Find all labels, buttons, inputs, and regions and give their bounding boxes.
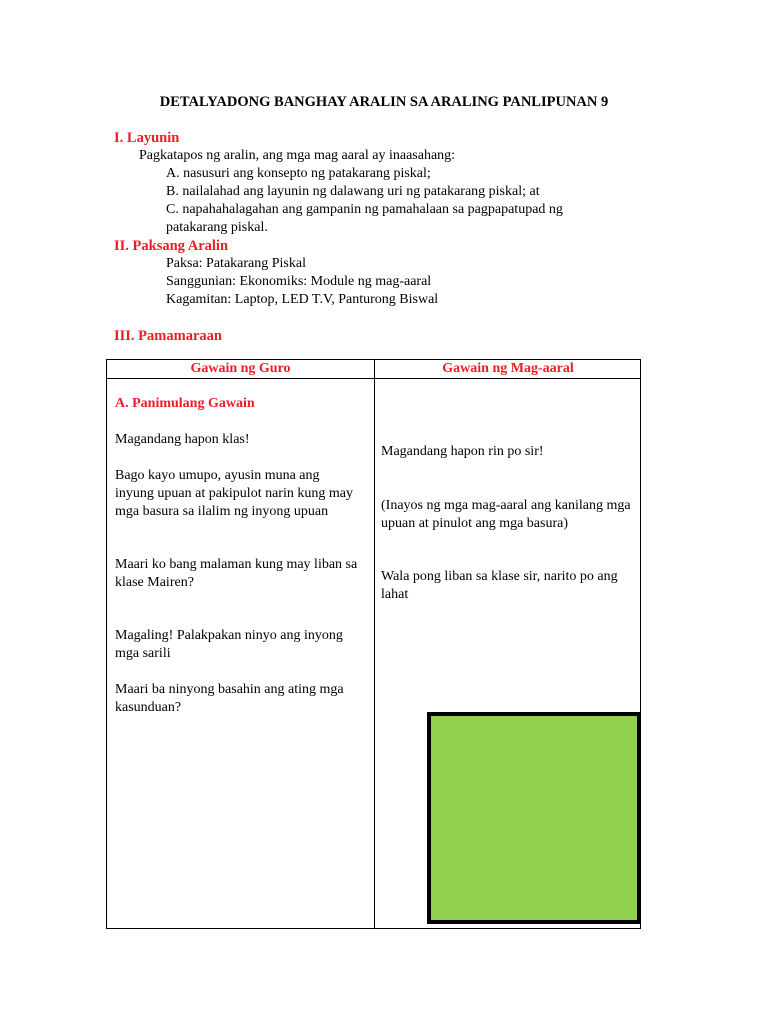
objective-a: A. nasusuri ang konsepto ng patakarang piskal; xyxy=(166,166,431,181)
sanggunian-line: Sanggunian: Ekonomiks: Module ng mag-aaral xyxy=(166,274,432,289)
teacher-subheading-panimulang-gawain: A. Panimulang Gawain xyxy=(115,396,255,411)
teacher-line-praise: Magaling! Palakpakan ninyo ang inyong mga sarili xyxy=(115,628,343,661)
student-line-greeting: Magandang hapon rin po sir! xyxy=(381,444,544,459)
objectives-intro: Pagkatapos ng aralin, ang mga mag aaral ay inaasahang: xyxy=(139,148,456,163)
section-heading-pamamaraan: III. Pamamaraan xyxy=(114,328,222,344)
header-teacher-activities: Gawain ng Guro xyxy=(190,361,291,376)
section-heading-layunin: I. Layunin xyxy=(114,130,180,146)
teacher-line-greeting: Magandang hapon klas! xyxy=(115,432,250,447)
teacher-line-attendance: Maari ko bang malaman kung may liban sa klase Mairen? xyxy=(115,557,358,590)
objective-b: B. nailalahad ang layunin ng dalawang uri ng patakarang piskal; at xyxy=(166,184,540,199)
header-divider xyxy=(107,378,640,379)
green-highlight-box xyxy=(427,712,641,924)
objective-c-continued: patakarang piskal. xyxy=(166,220,268,235)
kagamitan-line: Kagamitan: Laptop, LED T.V, Panturong Biswal xyxy=(166,292,439,307)
objective-c: C. napahahalagahan ang gampanin ng pamahalaan sa pagpapatupad ng xyxy=(166,202,563,217)
section-heading-paksang-aralin: II. Paksang Aralin xyxy=(114,238,229,254)
teacher-line-arrange-seats: Bago kayo umupo, ayusin muna ang inyung upuan at pakipulot narin kung may mga basura sa ilalim ng inyong upuan xyxy=(115,468,353,519)
student-line-attendance: Wala pong liban sa klase sir, narito po ang lahat xyxy=(381,569,618,602)
paksa-line: Paksa: Patakarang Piskal xyxy=(166,256,306,271)
student-line-arranged-seats: (Inayos ng mga mag-aaral ang kanilang mga upuan at pinulot ang mga basura) xyxy=(381,498,631,531)
document-title: DETALYADONG BANGHAY ARALIN SA ARALING PANLIPUNAN 9 xyxy=(159,94,609,110)
teacher-line-agreements: Maari ba ninyong basahin ang ating mga kasunduan? xyxy=(115,682,344,715)
header-student-activities: Gawain ng Mag-aaral xyxy=(442,361,574,376)
column-divider xyxy=(374,360,375,928)
